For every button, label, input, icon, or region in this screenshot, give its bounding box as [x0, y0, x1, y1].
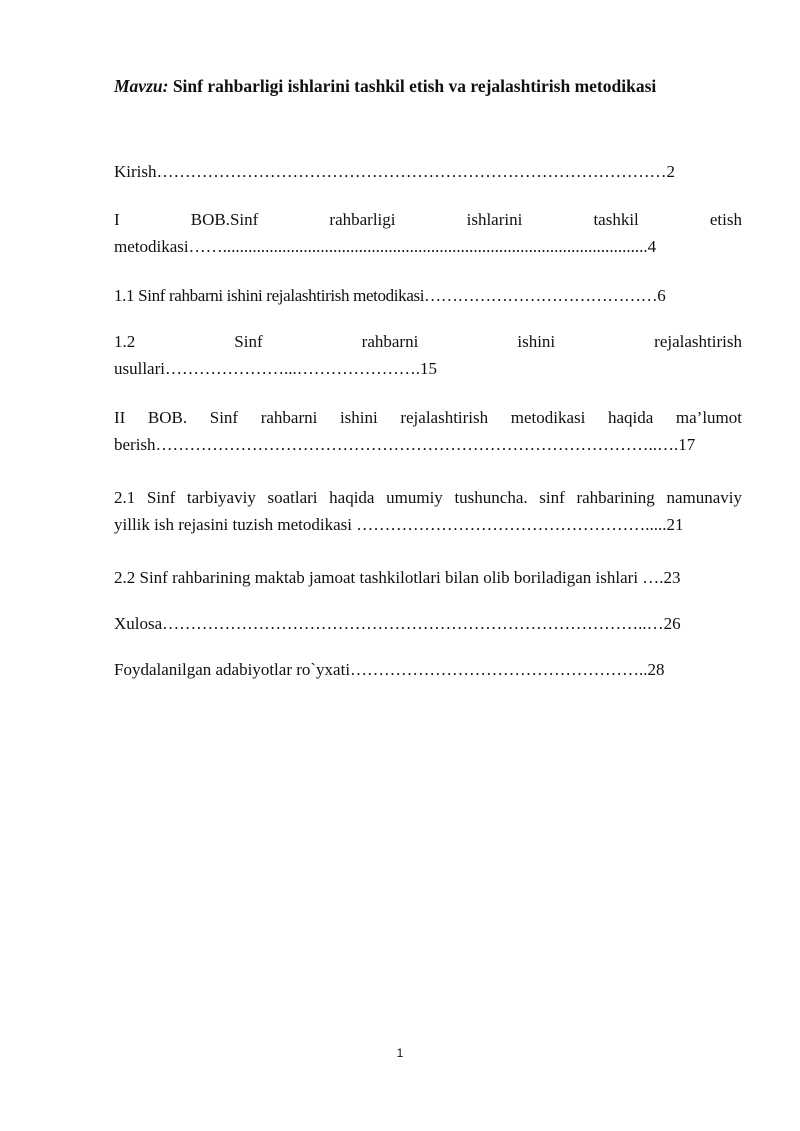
toc-line: yillik ish rejasini tuzish metodikasi …………………………………………….....21 — [114, 515, 684, 534]
toc-entry-1-1 — [114, 282, 742, 309]
toc-line: 1.1 Sinf rahbarni ishini rejalashtirish metodikasi……………………………………6 — [114, 286, 666, 305]
toc-line: 2.2 Sinf rahbarining maktab jamoat tashkilotlari bilan olib boriladigan ishlari ….23 — [114, 568, 681, 587]
toc-entry-xulosa — [114, 610, 742, 637]
toc-line: usullari…………………...………………….15 — [114, 359, 437, 378]
title-text: Sinf rahbarligi ishlarini tashkil etish va rejalashtirish metodikasi — [172, 76, 657, 96]
toc-entry-kirish — [114, 158, 742, 185]
toc-line: Xulosa…………………………………………………………………………..…26 — [114, 614, 681, 633]
toc-line: I BOB.Sinf rahbarligi ishlarini tashkil etish — [114, 210, 742, 229]
page-number: 1 — [396, 1046, 404, 1060]
toc-entry-2-2 — [114, 564, 742, 591]
toc-line: 1.2 Sinf rahbarni ishini rejalashtirish — [114, 332, 742, 351]
toc-entry-bob-1 — [114, 206, 742, 260]
toc-entry-adabiyotlar — [114, 656, 742, 683]
toc-entry-2-1 — [114, 484, 742, 538]
title-prefix: Mavzu: — [114, 76, 169, 96]
toc-line: Foydalanilgan adabiyotlar ro`yxati……………………………………………..28 — [114, 660, 665, 679]
document-title — [114, 76, 754, 97]
toc-line: Kirish………………………………………………………………………………2 — [114, 162, 675, 181]
toc-line: metodikasi……....................................................................................................4 — [114, 237, 657, 256]
toc-line: berish……………………………………………………………………………..….17 — [114, 435, 696, 454]
toc-line: 2.1 Sinf tarbiyaviy soatlari haqida umumiy tushuncha. sinf rahbarining namunaviy — [114, 488, 742, 507]
toc-entry-bob-2 — [114, 404, 742, 458]
toc-entry-1-2 — [114, 328, 742, 382]
toc-line: II BOB. Sinf rahbarni ishini rejalashtirish metodikasi haqida ma’lumot — [114, 408, 742, 427]
